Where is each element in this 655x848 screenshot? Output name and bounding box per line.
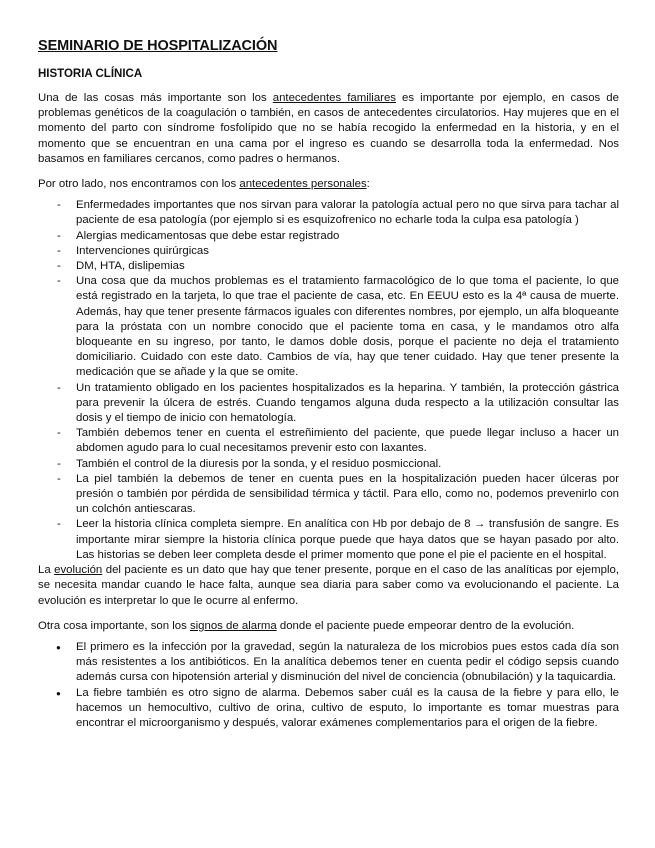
text: Una de las cosas más importante son los <box>38 92 273 104</box>
document-title: SEMINARIO DE HOSPITALIZACIÓN <box>38 38 278 54</box>
text: La <box>38 564 55 577</box>
text: Otra cosa importante, son los <box>38 619 190 632</box>
list-item: ● La fiebre también es otro signo de alarma. Debemos saber cuál es la causa de la fiebre y para ello, le hacemos un hemocultivo, cultivo de orina, cultivo de esputo, lo importante es tomar muestras para encontrar el microorganismo y después, valorar exámenes complementarios para el origen de la fiebre. <box>76 686 619 732</box>
paragraph-family-history <box>38 91 619 167</box>
list-item: - Leer la historia clínica completa siempre. En analítica con Hb por debajo de 8 → transfusión de sangre. Es importante mirar siempre la historia clínica porque puede que haya datos que se hayan pasado por alto. Las historias se deben leer completa desde el primer momento que pone el pie el paciente en el hospital. <box>76 517 619 563</box>
list-item: - Una cosa que da muchos problemas es el tratamiento farmacológico de lo que toma el paciente, lo que está registrado en la tarjeta, lo que trae el paciente de casa, etc. En EEUU esto es la 4ª causa de muerte. Además, hay que tener presente fármacos iguales con diferentes nombres, por ejemplo, un alfa bloqueante para la próstata con un nombre conocido que el paciente toma en casa, y le mandamos otro alfa bloqueante en su ingreso, por tanto, le damos doble dosis, porque el paciente no deja el tratamiento domiciliario. Cuidado con este dato. Cambios de vía, hay que tener cuidado. Hay que tener presente la medicación que se añade y la que se omite. <box>76 274 619 380</box>
list-item: - Un tratamiento obligado en los pacientes hospitalizados es la heparina. Y también, la protección gástrica para prevenir la úlcera de estrés. Cuando tengamos alguna duda respecto a la utilización consultar las dosis y el tiempo de inicio con hematología. <box>76 381 619 427</box>
list-item: - La piel también la debemos de tener en cuenta pues en la hospitalización pueden hacer úlceras por presión o también por pérdida de sensibilidad térmica y táctil. Para ello, como no, podemos prevenirlo con un colchón antiescaras. <box>76 472 619 518</box>
paragraph-personal-history <box>38 177 619 192</box>
underlined-term: evolución <box>54 564 103 577</box>
alarm-signs-list <box>38 640 619 731</box>
text: Por otro lado, nos encontramos con los <box>38 178 240 191</box>
paragraph-evolution <box>38 563 619 609</box>
list-item: - Intervenciones quirúrgicas <box>76 244 619 259</box>
text: : <box>366 178 370 191</box>
paragraph-alarm-signs <box>38 619 619 634</box>
list-item: - Enfermedades importantes que nos sirvan para valorar la patología actual pero no que sirva para tachar al paciente de esa patología (por ejemplo si es esquizofrenico no echarle toda la culpa esa patología ) <box>76 198 619 228</box>
list-item: - También debemos tener en cuenta el estreñimiento del paciente, que puede llegar incluso a hacer un abdomen agudo para lo cual necesitamos prevenir esto con laxantes. <box>76 426 619 456</box>
underlined-term: antecedentes familiares <box>272 92 396 104</box>
text: del paciente es un dato que hay que tener presente, porque en el caso de las analíticas por ejemplo, se necesita mandar cuando le hace falta, aunque sea diaria para saber como va evolucionando el paciente. La evolución es interpretar lo que le ocurre al enfermo. <box>38 564 619 607</box>
underlined-term: antecedentes personales <box>239 178 367 191</box>
text: es importante por ejemplo, en casos de problemas genéticos de la coagulación o también, en casos de antecedentes circulatorios. Hay mujeres que en el momento del parto con síndrome fosfolípido que no se había recogido la enfermedad en la historia, y en el momento que se encuentran en una cama por el ingreso es cuando se desarrolla toda la enfermedad. Nos basamos en familiares cercanos, como padres o hermanos. <box>38 92 619 165</box>
underlined-term: signos de alarma <box>189 619 277 632</box>
section-title: HISTORIA CLÍNICA <box>38 68 143 80</box>
text: donde el paciente puede empeorar dentro de la evolución. <box>276 619 575 632</box>
personal-history-list <box>38 198 619 563</box>
list-item: - Alergias medicamentosas que debe estar registrado <box>76 229 619 244</box>
list-item: ● El primero es la infección por la gravedad, según la naturaleza de los microbios pues estos cada día son más resistentes a los antibióticos. En la analítica debemos tener en cuenta pedir el código sepsis cuando además cursa con hipotensión arterial y disminución del nivel de conciencia (obnubilación) y la taquicardia. <box>76 640 619 686</box>
list-item: - DM, HTA, dislipemias <box>76 259 619 274</box>
list-item: - También el control de la diuresis por la sonda, y el residuo posmiccional. <box>76 457 619 472</box>
